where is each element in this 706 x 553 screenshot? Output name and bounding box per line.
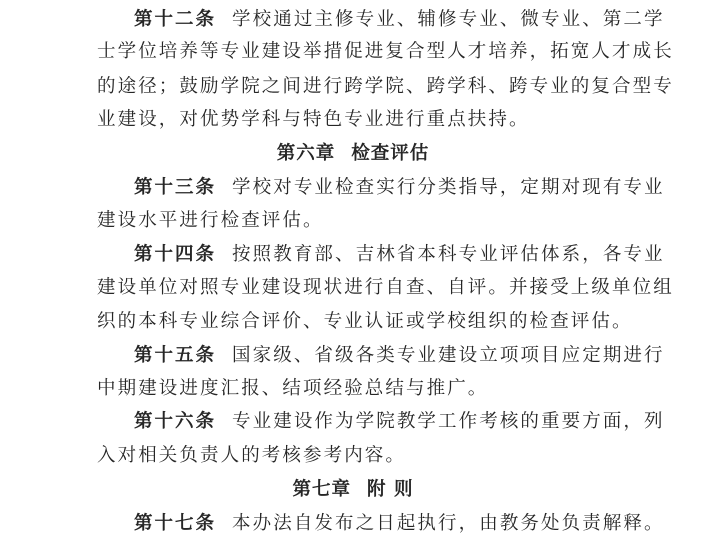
article-12-line-2: 士学位培养等专业建设举措促进复合型人才培养，拓宽人才成长	[97, 41, 674, 62]
article-14-line-1	[134, 243, 665, 267]
article-12-number: 第十二条	[134, 9, 217, 30]
article-16-number: 第十六条	[134, 411, 217, 432]
article-12-line-4: 业建设，对优势学科与特色专业进行重点扶持。	[97, 109, 530, 130]
article-16-text-1: 专业建设作为学院教学工作考核的重要方面，列	[232, 411, 665, 432]
chapter-7-heading	[0, 478, 706, 502]
article-14-line-3: 织的本科专业综合评价、专业认证或学校组织的检查评估。	[97, 311, 633, 332]
article-14-line-2: 建设单位对照专业建设现状进行自查、自评。并接受上级单位组	[97, 277, 674, 298]
article-17-text-1: 本办法自发布之日起执行，由教务处负责解释。	[232, 513, 665, 534]
article-14-text-1: 按照教育部、吉林省本科专业评估体系，各专业	[232, 244, 665, 265]
article-13-line-2: 建设水平进行检查评估。	[97, 210, 324, 231]
chapter-6-number: 第六章	[276, 143, 336, 164]
article-13-number: 第十三条	[134, 177, 217, 198]
article-16-line-2: 入对相关负责人的考核参考内容。	[97, 445, 407, 466]
article-16-line-1	[134, 410, 665, 434]
chapter-7-title: 附 则	[367, 479, 414, 500]
chapter-7-number: 第七章	[292, 479, 352, 500]
article-12-text-1: 学校通过主修专业、辅修专业、微专业、第二学	[232, 9, 665, 30]
article-17-line-1	[134, 512, 665, 536]
article-15-text-1: 国家级、省级各类专业建设立项项目应定期进行	[232, 345, 665, 366]
article-12-line-1	[134, 8, 665, 32]
article-13-line-1	[134, 176, 665, 200]
article-17-number: 第十七条	[134, 513, 217, 534]
article-14-number: 第十四条	[134, 244, 217, 265]
article-15-line-2: 中期建设进度汇报、结项经验总结与推广。	[97, 378, 489, 399]
article-13-text-1: 学校对专业检查实行分类指导，定期对现有专业	[232, 177, 665, 198]
chapter-6-heading	[0, 142, 706, 166]
article-15-line-1	[134, 344, 665, 368]
article-15-number: 第十五条	[134, 345, 217, 366]
article-12-line-3: 的途径；鼓励学院之间进行跨学院、跨学科、跨专业的复合型专	[97, 76, 674, 97]
chapter-6-title: 检查评估	[351, 143, 430, 164]
